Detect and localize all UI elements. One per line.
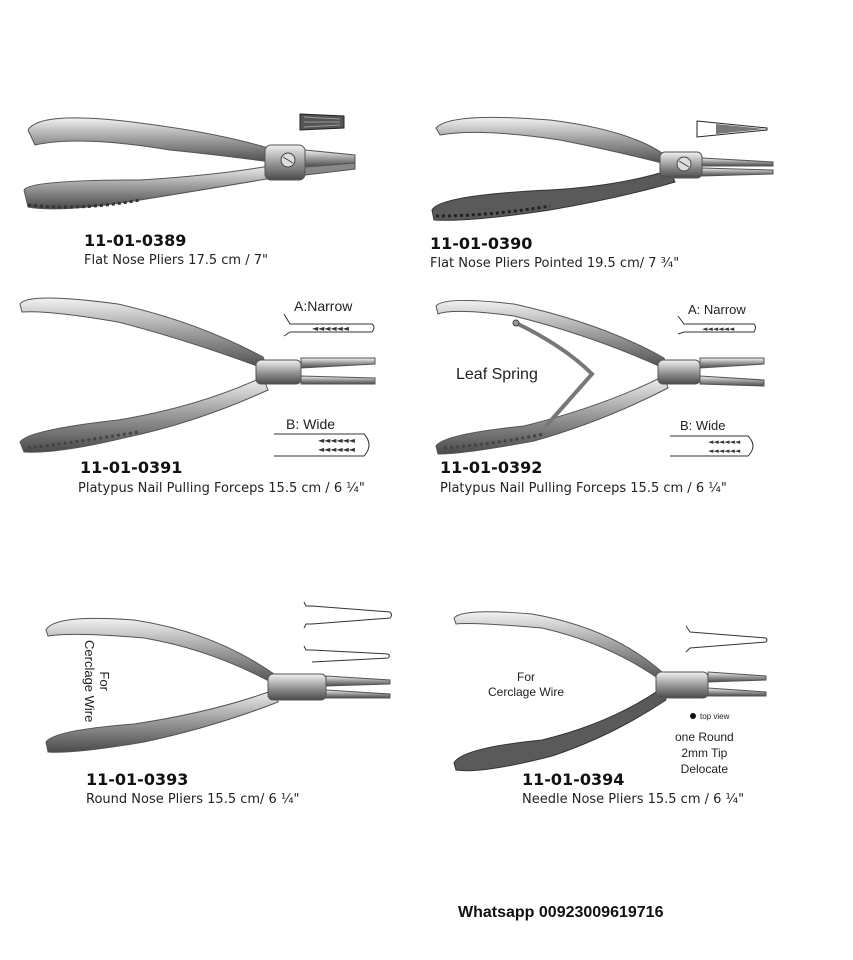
product-description: Flat Nose Pliers Pointed 19.5 cm/ 7 ¾" (430, 256, 680, 271)
cerclage-note-line2: Cerclage Wire (82, 640, 97, 723)
product-code: 11-01-0389 (84, 231, 187, 250)
tip-label-wide: B: Wide (680, 418, 726, 433)
tip-note (675, 729, 734, 777)
cerclage-note-line2: Cerclage Wire (488, 685, 565, 699)
product-code: 11-01-0391 (80, 458, 183, 477)
tip-note-line2: 2mm Tip (681, 746, 728, 760)
product-description: Platypus Nail Pulling Forceps 15.5 cm / 6 ¼" (440, 481, 727, 496)
svg-text:◄◄◄◄◄◄: ◄◄◄◄◄◄ (318, 436, 355, 445)
leaf-spring-label: Leaf Spring (456, 366, 538, 383)
svg-text:◄◄◄◄◄◄: ◄◄◄◄◄◄ (318, 445, 355, 454)
tip-label-wide: B: Wide (286, 416, 336, 432)
cerclage-note-line1: For (97, 671, 112, 691)
top-view-label: top view (700, 712, 730, 721)
top-view-dot-icon (690, 713, 696, 719)
svg-text:◄◄◄◄◄◄: ◄◄◄◄◄◄ (708, 438, 741, 446)
flat-tip-detail-icon (298, 113, 346, 131)
narrow-tip-detail-icon (676, 314, 758, 336)
product-description: Needle Nose Pliers 15.5 cm / 6 ¼" (522, 792, 745, 807)
wide-tip-detail-icon (272, 430, 377, 460)
round-tip-detail-icon (302, 600, 394, 662)
svg-text:◄◄◄◄◄◄: ◄◄◄◄◄◄ (708, 447, 741, 455)
cerclage-note (488, 670, 564, 700)
svg-text:◄◄◄◄◄◄: ◄◄◄◄◄◄ (702, 325, 735, 333)
tip-label-narrow: A:Narrow (294, 298, 353, 314)
product-description: Round Nose Pliers 15.5 cm/ 6 ¼" (86, 792, 300, 807)
product-code: 11-01-0392 (440, 458, 543, 477)
narrow-tip-detail-icon (282, 312, 377, 338)
wide-tip-detail-icon (668, 432, 760, 460)
product-code: 11-01-0393 (86, 770, 189, 789)
tip-label-narrow: A: Narrow (688, 302, 746, 317)
product-description: Platypus Nail Pulling Forceps 15.5 cm / 6 ¼" (78, 481, 365, 496)
product-code: 11-01-0394 (522, 770, 625, 789)
tip-note-line1: one Round (675, 730, 734, 744)
product-code: 11-01-0390 (430, 234, 533, 253)
product-description: Flat Nose Pliers 17.5 cm / 7" (84, 253, 268, 268)
cerclage-note-line1: For (517, 670, 536, 684)
tip-note-line3: Delocate (680, 762, 729, 776)
needle-tip-detail-icon (684, 624, 770, 654)
cerclage-note (54, 640, 120, 732)
svg-text:◄◄◄◄◄◄: ◄◄◄◄◄◄ (312, 324, 349, 333)
pointed-tip-detail-icon (696, 120, 768, 138)
whatsapp-contact: Whatsapp 00923009619716 (458, 904, 664, 921)
